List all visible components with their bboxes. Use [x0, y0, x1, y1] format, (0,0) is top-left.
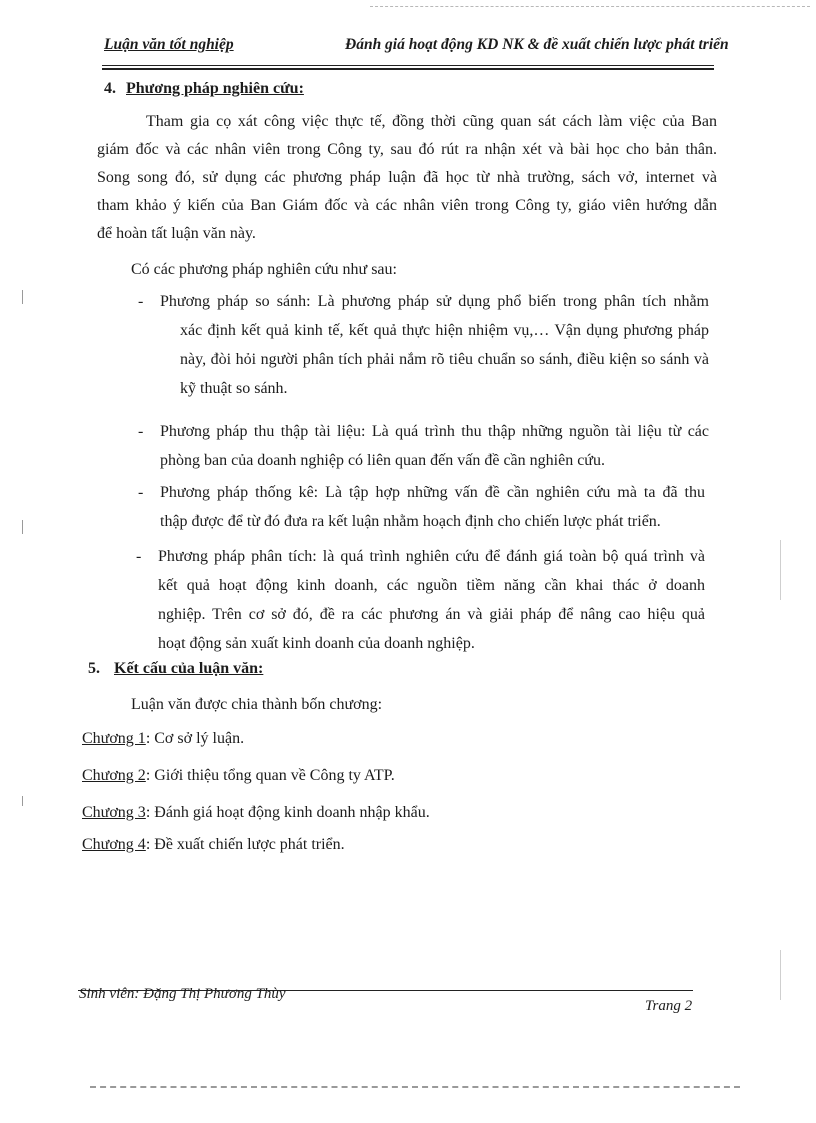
scan-mark: [780, 540, 781, 600]
paragraph-line: Tham gia cọ xát công việc thực tế, đồng thời cũng quan sát cách làm việc của Ban: [146, 113, 717, 130]
method-line: xác định kết quả kinh tế, kết quả thực hiện nhiệm vụ,… Vận dụng phương pháp: [180, 322, 709, 339]
paragraph-line: tham khảo ý kiến của Ban Giám đốc và các nhân viên trong Công ty, giáo viên hướng dẫn: [97, 197, 717, 214]
header-rule: [102, 65, 714, 66]
header-thesis-label: Luận văn tốt nghiệp: [104, 36, 234, 53]
chapter-label: Chương 1: [82, 730, 146, 747]
chapter-label: Chương 4: [82, 836, 146, 853]
chapters-intro: Luận văn được chia thành bốn chương:: [131, 696, 383, 713]
footer-page-number: Trang 2: [645, 998, 693, 1014]
header-rule-thick: [102, 68, 714, 70]
bullet-dash: -: [138, 423, 144, 440]
bullet-dash: -: [136, 548, 142, 565]
scan-edge-bottom: [90, 1086, 740, 1088]
paragraph-line: Song song đó, sử dụng các phương pháp luận đã học từ nhà trường, sách vở, internet và: [97, 169, 717, 186]
method-line: nghiệp. Trên cơ sở đó, đề ra các phương án và giải pháp để nâng cao hiệu quả: [158, 606, 705, 623]
scan-mark: [22, 520, 23, 534]
method-line: Phương pháp thu thập tài liệu: Là quá trình thu thập những nguồn tài liệu từ các: [160, 423, 709, 440]
scan-mark: [22, 796, 23, 806]
method-line: Phương pháp phân tích: là quá trình nghiên cứu để đánh giá toàn bộ quá trình và: [158, 548, 705, 565]
paragraph-line: để hoàn tất luận văn này.: [97, 225, 256, 242]
chapter-line: [82, 804, 430, 822]
scan-edge-top: [370, 6, 810, 7]
chapter-line: [82, 730, 244, 748]
section-4-heading: [104, 80, 304, 98]
method-line: hoạt động sản xuất kinh doanh của doanh nghiệp.: [158, 635, 475, 652]
chapter-title: : Cơ sở lý luận.: [145, 730, 245, 747]
method-line: kết quả hoạt động kinh doanh, các nguồn tiềm năng cần khai thác ở doanh: [158, 577, 705, 594]
footer-student-name: Sinh viên: Đặng Thị Phương Thùy: [79, 986, 286, 1002]
method-line: phòng ban của doanh nghiệp có liên quan đến vấn đề cần nghiên cứu.: [160, 452, 605, 469]
method-item: [138, 287, 709, 403]
bullet-dash: -: [138, 293, 144, 310]
section-5-heading: [88, 660, 263, 678]
paragraph-line: giám đốc và các nhân viên trong Công ty, sau đó rút ra nhận xét và bài học cho bản thân.: [97, 141, 717, 158]
section-title: Kết cấu của luận văn:: [114, 660, 264, 677]
section-title: Phương pháp nghiên cứu:: [126, 80, 304, 97]
chapter-label: Chương 3: [82, 804, 146, 821]
method-line: này, đòi hỏi người phân tích phải nắm rõ tiêu chuẩn so sánh, điều kiện so sánh và: [180, 351, 709, 368]
section-number: 5.: [88, 660, 100, 677]
scan-mark: [780, 950, 781, 1000]
chapter-label: Chương 2: [82, 767, 146, 784]
method-line: Phương pháp so sánh: Là phương pháp sử dụng phổ biến trong phân tích nhằm: [160, 293, 709, 310]
chapter-line: [82, 836, 345, 854]
chapter-line: [82, 767, 395, 785]
method-item: [136, 542, 705, 658]
section-4-paragraph: [97, 108, 717, 248]
method-line: thập được để từ đó đưa ra kết luận nhằm hoạch định cho chiến lược phát triển.: [160, 513, 661, 530]
method-line: Phương pháp thống kê: Là tập hợp những vấn đề cần nghiên cứu mà ta đã thu: [160, 484, 705, 501]
chapter-title: : Đánh giá hoạt động kinh doanh nhập khẩu.: [145, 804, 430, 821]
method-line: kỹ thuật so sánh.: [180, 380, 288, 397]
methods-intro: Có các phương pháp nghiên cứu như sau:: [131, 261, 397, 278]
method-item: [138, 417, 709, 475]
scan-mark: [22, 290, 23, 304]
header-thesis-title: Đánh giá hoạt động KD NK & đề xuất chiến lược phát triển: [345, 36, 729, 53]
method-item: [138, 478, 705, 536]
bullet-dash: -: [138, 484, 144, 501]
chapter-title: : Đề xuất chiến lược phát triển.: [145, 836, 345, 853]
section-number: 4.: [104, 80, 116, 97]
chapter-title: : Giới thiệu tổng quan về Công ty ATP.: [145, 767, 395, 784]
